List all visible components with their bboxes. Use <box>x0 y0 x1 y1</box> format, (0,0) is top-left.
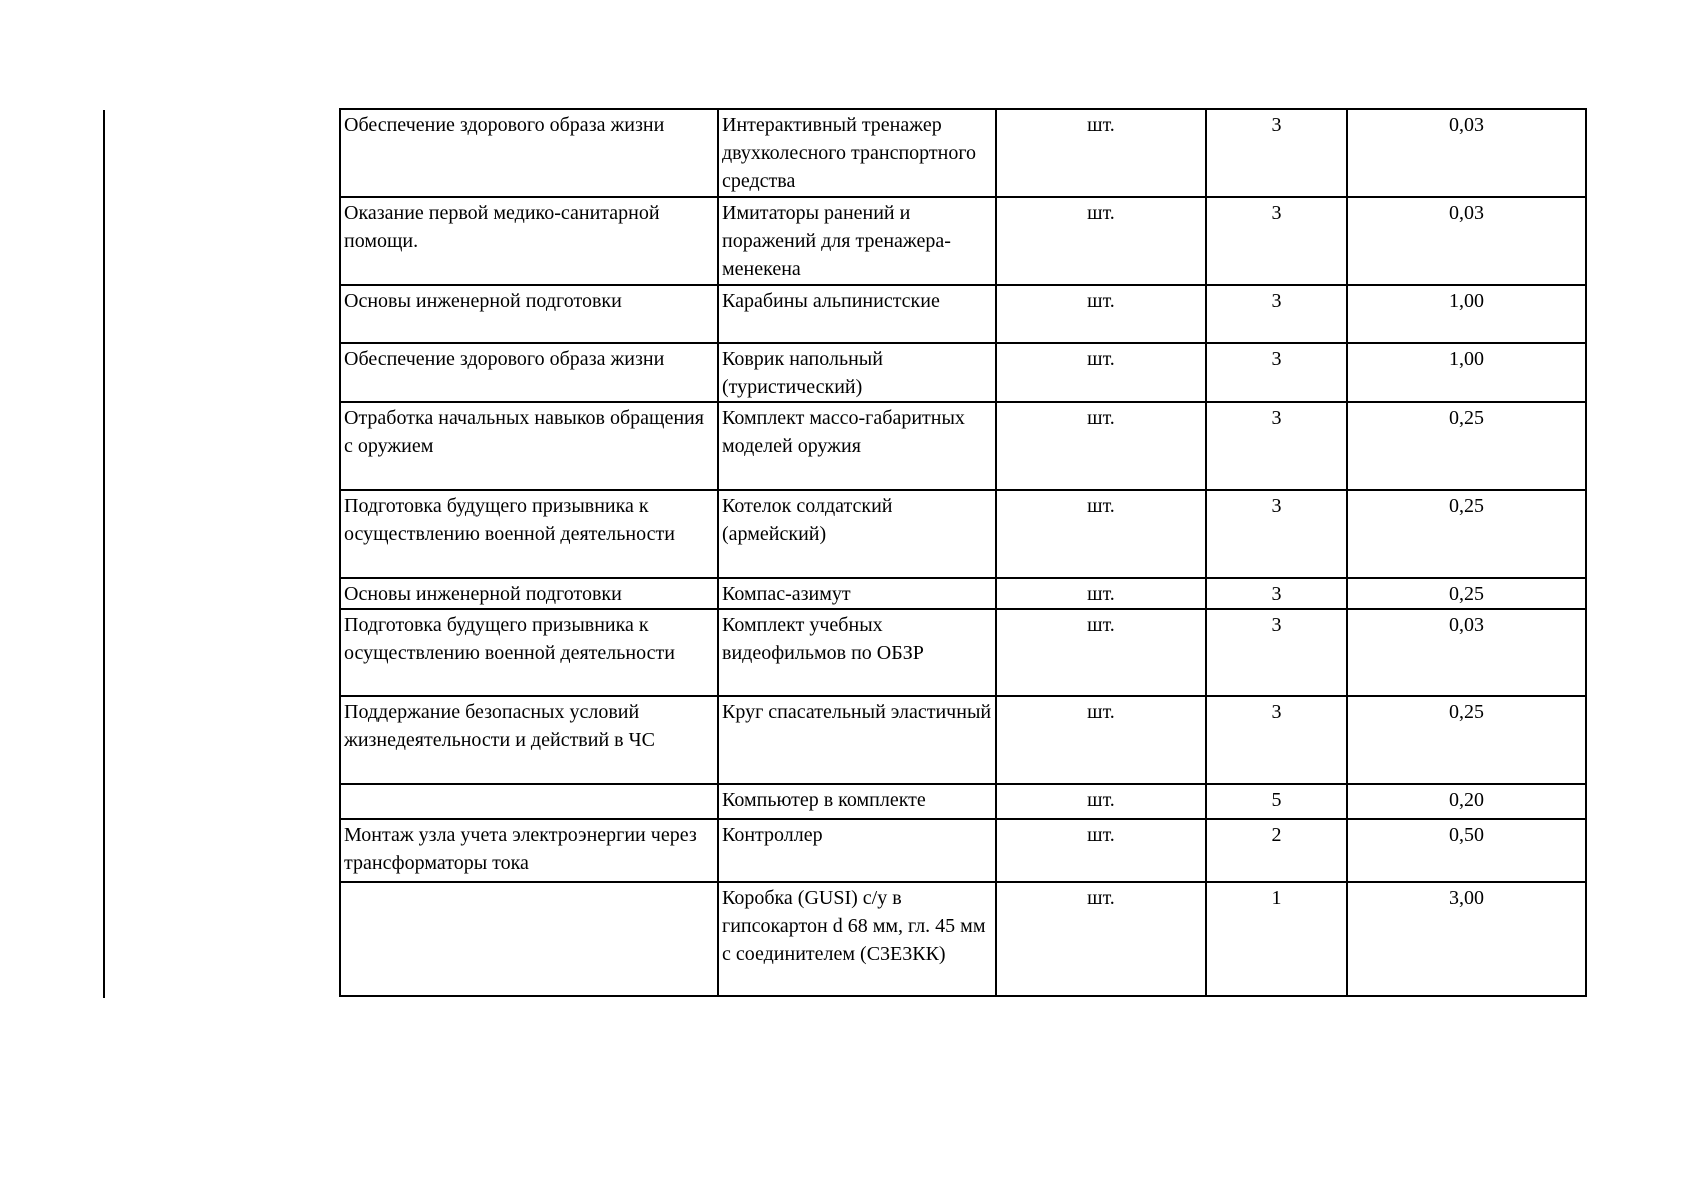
table-row <box>340 819 1586 882</box>
table-row <box>340 882 1586 996</box>
item-cell: Контроллер <box>718 819 996 882</box>
page-margin-rule <box>103 110 105 998</box>
quantity-cell: 3 <box>1206 285 1347 343</box>
table-row <box>340 784 1586 819</box>
unit-cell: шт. <box>996 109 1206 197</box>
item-cell: Интерактивный тренажер двухколесного транспортного средства <box>718 109 996 197</box>
item-cell: Имитаторы ранений и поражений для тренажера-менекена <box>718 197 996 285</box>
norm-cell: 0,25 <box>1347 578 1586 609</box>
quantity-cell: 3 <box>1206 109 1347 197</box>
norm-cell: 1,00 <box>1347 343 1586 402</box>
unit-cell: шт. <box>996 343 1206 402</box>
topic-cell: Отработка начальных навыков обращения с оружием <box>340 402 718 490</box>
item-cell: Карабины альпинистские <box>718 285 996 343</box>
norm-cell: 0,25 <box>1347 402 1586 490</box>
topic-cell: Обеспечение здорового образа жизни <box>340 109 718 197</box>
quantity-cell: 3 <box>1206 696 1347 784</box>
table-row <box>340 197 1586 285</box>
item-cell: Котелок солдатский (армейский) <box>718 490 996 578</box>
topic-cell: Монтаж узла учета электроэнергии через трансформаторы тока <box>340 819 718 882</box>
quantity-cell: 2 <box>1206 819 1347 882</box>
unit-cell: шт. <box>996 578 1206 609</box>
table-row <box>340 402 1586 490</box>
unit-cell: шт. <box>996 882 1206 996</box>
item-cell: Компьютер в комплекте <box>718 784 996 819</box>
quantity-cell: 3 <box>1206 609 1347 696</box>
norm-cell: 0,20 <box>1347 784 1586 819</box>
topic-cell: Подготовка будущего призывника к осуществлению военной деятельности <box>340 609 718 696</box>
topic-cell: Основы инженерной подготовки <box>340 578 718 609</box>
norm-cell: 0,50 <box>1347 819 1586 882</box>
table-row <box>340 490 1586 578</box>
topic-cell: Оказание первой медико-санитарной помощи. <box>340 197 718 285</box>
table-row <box>340 285 1586 343</box>
item-cell: Коврик напольный (туристический) <box>718 343 996 402</box>
topic-cell <box>340 882 718 996</box>
norm-cell: 3,00 <box>1347 882 1586 996</box>
topic-cell: Основы инженерной подготовки <box>340 285 718 343</box>
quantity-cell: 3 <box>1206 578 1347 609</box>
table-row <box>340 109 1586 197</box>
unit-cell: шт. <box>996 609 1206 696</box>
quantity-cell: 1 <box>1206 882 1347 996</box>
item-cell: Круг спасательный эластичный <box>718 696 996 784</box>
item-cell: Компас-азимут <box>718 578 996 609</box>
norm-cell: 0,25 <box>1347 696 1586 784</box>
unit-cell: шт. <box>996 696 1206 784</box>
unit-cell: шт. <box>996 784 1206 819</box>
item-cell: Комплект учебных видеофильмов по ОБЗР <box>718 609 996 696</box>
unit-cell: шт. <box>996 285 1206 343</box>
quantity-cell: 5 <box>1206 784 1347 819</box>
equipment-table-body <box>340 109 1586 996</box>
table-row <box>340 609 1586 696</box>
topic-cell: Подготовка будущего призывника к осуществлению военной деятельности <box>340 490 718 578</box>
norm-cell: 0,03 <box>1347 109 1586 197</box>
unit-cell: шт. <box>996 819 1206 882</box>
topic-cell: Обеспечение здорового образа жизни <box>340 343 718 402</box>
topic-cell <box>340 784 718 819</box>
table-row <box>340 343 1586 402</box>
equipment-table <box>339 108 1587 997</box>
topic-cell: Поддержание безопасных условий жизнедеятельности и действий в ЧС <box>340 696 718 784</box>
table-row <box>340 578 1586 609</box>
unit-cell: шт. <box>996 402 1206 490</box>
item-cell: Комплект массо-габаритных моделей оружия <box>718 402 996 490</box>
item-cell: Коробка (GUSI) с/у в гипсокартон d 68 мм, гл. 45 мм с соединителем (С3Е3КК) <box>718 882 996 996</box>
unit-cell: шт. <box>996 490 1206 578</box>
norm-cell: 0,03 <box>1347 197 1586 285</box>
unit-cell: шт. <box>996 197 1206 285</box>
norm-cell: 0,25 <box>1347 490 1586 578</box>
quantity-cell: 3 <box>1206 343 1347 402</box>
table-row <box>340 696 1586 784</box>
quantity-cell: 3 <box>1206 490 1347 578</box>
quantity-cell: 3 <box>1206 197 1347 285</box>
quantity-cell: 3 <box>1206 402 1347 490</box>
norm-cell: 1,00 <box>1347 285 1586 343</box>
norm-cell: 0,03 <box>1347 609 1586 696</box>
